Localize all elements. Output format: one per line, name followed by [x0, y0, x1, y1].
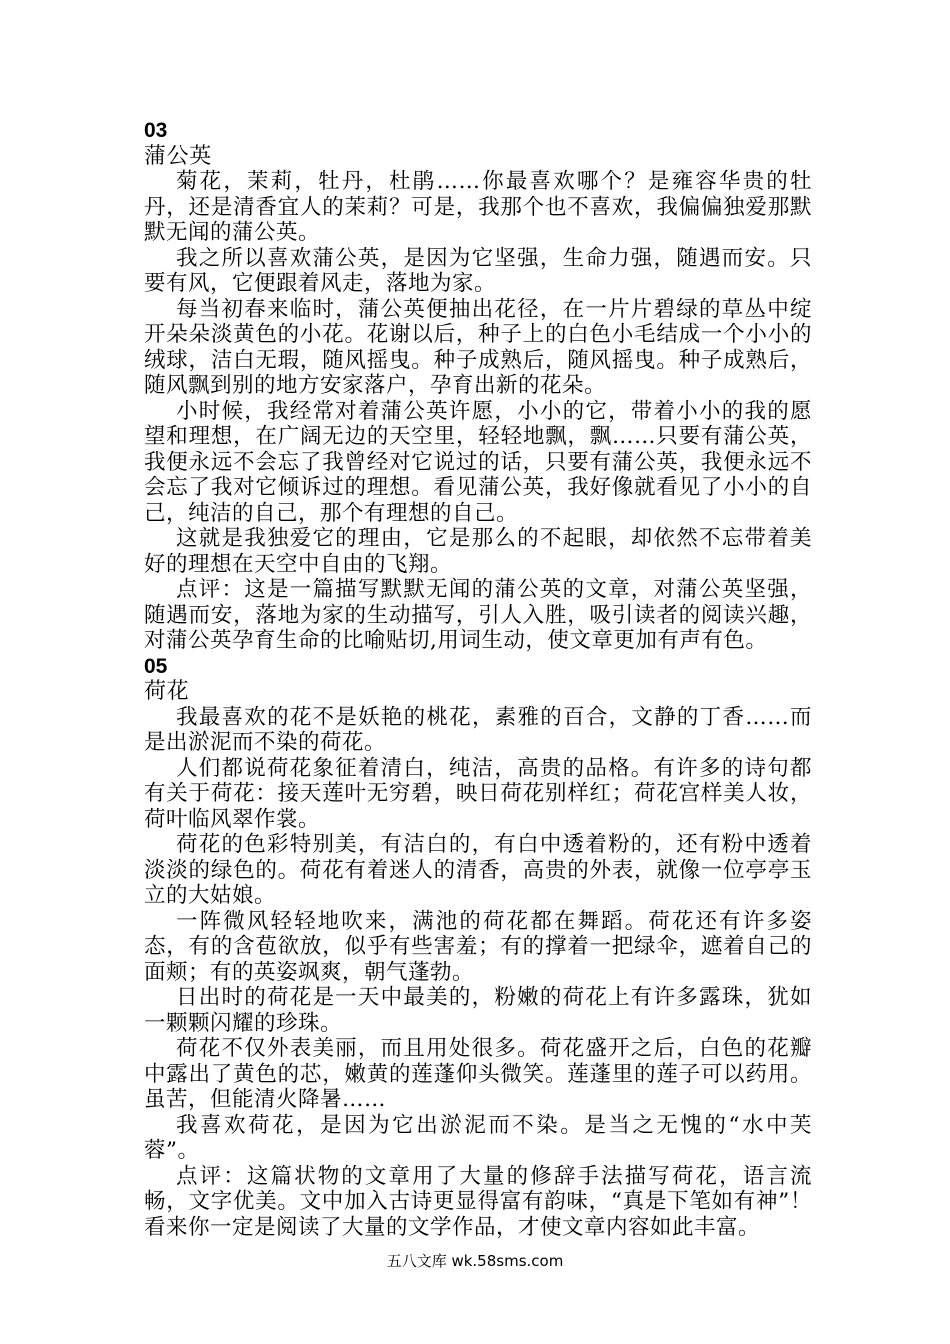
- paragraph: 菊花，茉莉，牡丹，杜鹃……你最喜欢哪个？是雍容华贵的牡丹，还是清香宜人的茉莉？可是，我那个也不喜欢，我偏偏独爱那默默无闻的蒲公英。: [144, 169, 812, 245]
- paragraph: 人们都说荷花象征着清白，纯洁，高贵的品格。有许多的诗句都有关于荷花：接天莲叶无穷碧，映日荷花别样红；荷花宫样美人妆，荷叶临风翠作裳。: [144, 755, 812, 832]
- review-paragraph: 点评：这篇状物的文章用了大量的修辞手法描写荷花，语言流畅，文字优美。文中加入古诗更显得富有韵味，“真是下笔如有神”！看来你一定是阅读了大量的文学作品，才使文章内容如此丰富。: [144, 1163, 812, 1240]
- page-footer-watermark: 五八文库 wk.58sms.com: [386, 1252, 564, 1270]
- paragraph: 荷花不仅外表美丽，而且用处很多。荷花盛开之后，白色的花瓣中露出了黄色的芯，嫩黄的莲蓬仰头微笑。莲蓬里的莲子可以药用。虽苦，但能清火降暑……: [144, 1036, 812, 1112]
- paragraph: 我之所以喜欢蒲公英，是因为它坚强，生命力强，随遇而安。只要有风，它便跟着风走，落地为家。: [144, 245, 812, 296]
- document-body: [144, 118, 812, 1240]
- paragraph: 我喜欢荷花，是因为它出淤泥而不染。是当之无愧的“水中芙蓉”。: [144, 1112, 812, 1163]
- article-title: 荷花: [144, 679, 190, 704]
- article-number: 05: [144, 654, 168, 678]
- paragraph: 这就是我独爱它的理由，它是那么的不起眼，却依然不忘带着美好的理想在天空中自由的飞翔。: [144, 526, 812, 577]
- paragraph: 日出时的荷花是一天中最美的，粉嫩的荷花上有许多露珠，犹如一颗颗闪耀的珍珠。: [144, 985, 812, 1036]
- paragraph: 荷花的色彩特别美，有洁白的，有白中透着粉的，还有粉中透着淡淡的绿色的。荷花有着迷人的清香，高贵的外表，就像一位亭亭玉立的大姑娘。: [144, 832, 812, 908]
- paragraph: 小时候，我经常对着蒲公英许愿，小小的它，带着小小的我的愿望和理想，在广阔无边的天空里，轻轻地飘，飘……只要有蒲公英，我便永远不会忘了我曾经对它说过的话，只要有蒲公英，我便永远不会忘了我对它倾诉过的理想。看见蒲公英，我好像就看见了小小的自己，纯洁的自己，那个有理想的自己。: [144, 398, 812, 526]
- article-number: 03: [144, 119, 168, 142]
- paragraph: 每当初春来临时，蒲公英便抽出花径，在一片片碧绿的草丛中绽开朵朵淡黄色的小花。花谢以后，种子上的白色小毛结成一个小小的绒球，洁白无瑕，随风摇曳。种子成熟后，随风摇曳。种子成熟后，随风飘到别的地方安家落户，孕育出新的花朵。: [144, 296, 812, 398]
- paragraph: 一阵微风轻轻地吹来，满池的荷花都在舞蹈。荷花还有许多姿态，有的含苞欲放，似乎有些害羞；有的撑着一把绿伞，遮着自己的面颊；有的英姿飒爽，朝气蓬勃。: [144, 908, 812, 985]
- paragraph: 我最喜欢的花不是妖艳的桃花，素雅的百合，文静的丁香……而是出淤泥而不染的荷花。: [144, 704, 812, 755]
- review-paragraph: 点评：这是一篇描写默默无闻的蒲公英的文章，对蒲公英坚强，随遇而安，落地为家的生动描写，引人入胜，吸引读者的阅读兴趣，对蒲公英孕育生命的比喻贴切,用词生动，使文章更加有声有色。: [144, 577, 812, 653]
- article-title: 蒲公英: [144, 143, 212, 169]
